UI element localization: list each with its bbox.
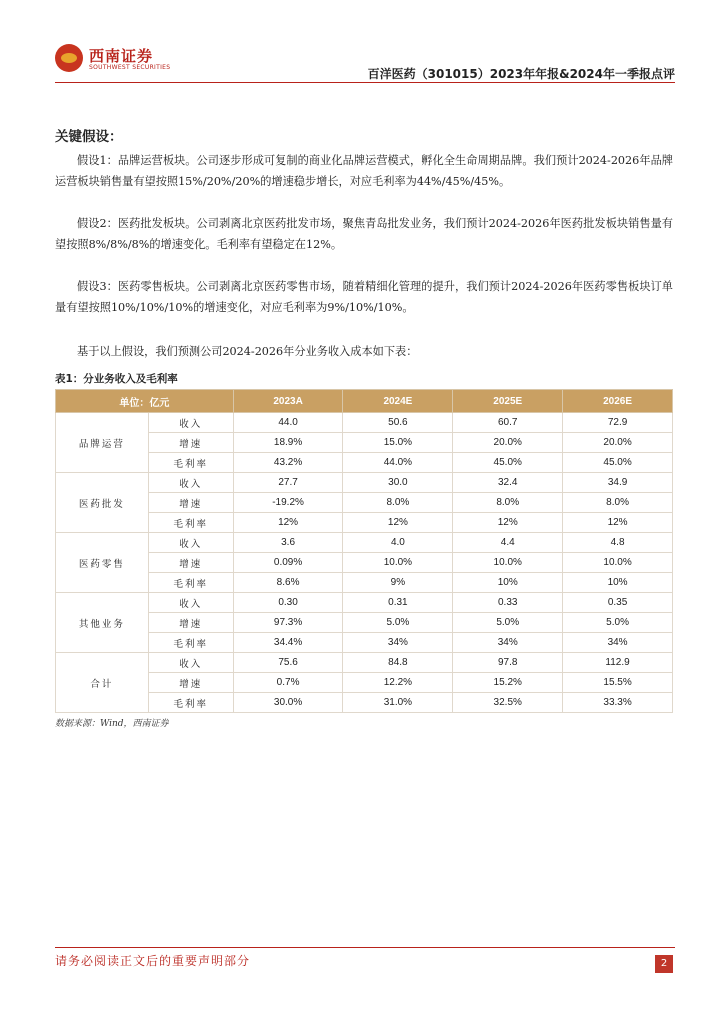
logo-emblem-icon [55,44,83,72]
value-cell: 0.09% [233,553,343,573]
page-number: 2 [655,955,673,973]
value-cell: 15.0% [343,433,453,453]
value-cell: 15.5% [563,673,673,693]
table-row [56,493,673,513]
value-cell: 12% [343,513,453,533]
table-row [56,673,673,693]
value-cell: 5.0% [563,613,673,633]
value-cell: 34.9 [563,473,673,493]
segment-label: 医药零售 [56,533,149,593]
value-cell: 45.0% [563,453,673,473]
segment-label: 品牌运营 [56,413,149,473]
value-cell: 20.0% [563,433,673,453]
metric-label: 毛利率 [148,453,233,473]
metric-label: 收入 [148,593,233,613]
value-cell: 44.0 [233,413,343,433]
value-cell: 20.0% [453,433,563,453]
table-row [56,653,673,673]
value-cell: 12% [233,513,343,533]
segment-label: 医药批发 [56,473,149,533]
table-row [56,633,673,653]
value-cell: 10% [453,573,563,593]
value-cell: 32.5% [453,693,563,713]
value-cell: -19.2% [233,493,343,513]
col-header: 2025E [453,390,563,413]
value-cell: 0.30 [233,593,343,613]
logo-cn-text: 西南证券 [89,47,154,65]
value-cell: 32.4 [453,473,563,493]
value-cell: 60.7 [453,413,563,433]
value-cell: 15.2% [453,673,563,693]
value-cell: 112.9 [563,653,673,673]
value-cell: 75.6 [233,653,343,673]
value-cell: 30.0 [343,473,453,493]
table-row [56,413,673,433]
col-header: 2026E [563,390,673,413]
value-cell: 34% [563,633,673,653]
value-cell: 10.0% [563,553,673,573]
paragraph-summary: 基于以上假设，我们预测公司2024-2026年分业务收入成本如下表： [77,345,418,358]
value-cell: 4.8 [563,533,673,553]
table-row [56,613,673,633]
metric-label: 毛利率 [148,633,233,653]
metric-label: 增速 [148,613,233,633]
table-row [56,573,673,593]
value-cell: 12% [453,513,563,533]
value-cell: 44.0% [343,453,453,473]
value-cell: 45.0% [453,453,563,473]
table-header-row [56,390,673,413]
metric-label: 毛利率 [148,693,233,713]
value-cell: 10% [563,573,673,593]
table-row [56,433,673,453]
value-cell: 9% [343,573,453,593]
value-cell: 8.0% [343,493,453,513]
table-row [56,533,673,553]
value-cell: 5.0% [453,613,563,633]
footer-divider [55,947,675,948]
metric-label: 增速 [148,433,233,453]
header-divider [55,82,675,83]
table-row [56,693,673,713]
table-row [56,553,673,573]
value-cell: 97.8 [453,653,563,673]
value-cell: 97.3% [233,613,343,633]
metric-label: 增速 [148,673,233,693]
value-cell: 33.3% [563,693,673,713]
segment-label: 其他业务 [56,593,149,653]
value-cell: 34.4% [233,633,343,653]
value-cell: 10.0% [453,553,563,573]
page-header [55,42,675,82]
value-cell: 12% [563,513,673,533]
report-title: 百洋医药（301015）2023年年报&2024年一季报点评 [367,67,675,81]
metric-label: 毛利率 [148,513,233,533]
value-cell: 0.35 [563,593,673,613]
company-logo [55,42,175,78]
value-cell: 27.7 [233,473,343,493]
value-cell: 4.0 [343,533,453,553]
table-row [56,453,673,473]
metric-label: 增速 [148,553,233,573]
value-cell: 3.6 [233,533,343,553]
value-cell: 31.0% [343,693,453,713]
unit-header: 单位：亿元 [56,390,234,413]
value-cell: 34% [343,633,453,653]
value-cell: 8.6% [233,573,343,593]
value-cell: 18.9% [233,433,343,453]
col-header: 2024E [343,390,453,413]
value-cell: 50.6 [343,413,453,433]
metric-label: 毛利率 [148,573,233,593]
value-cell: 34% [453,633,563,653]
metric-label: 增速 [148,493,233,513]
section-title: 关键假设： [55,129,123,145]
value-cell: 43.2% [233,453,343,473]
revenue-margin-table [55,389,673,713]
value-cell: 8.0% [453,493,563,513]
metric-label: 收入 [148,653,233,673]
value-cell: 8.0% [563,493,673,513]
paragraph-assumption-3: 假设3：医药零售板块。公司剥离北京医药零售市场，随着精细化管理的提升，我们预计2024-2026年医药零售板块订单量有望按照10%/10%/10%的增速变化，对应毛利率为9%/10%/10%。 [55,280,673,314]
col-header: 2023A [233,390,343,413]
paragraph-assumption-1: 假设1：品牌运营板块。公司逐步形成可复制的商业化品牌运营模式，孵化全生命周期品牌。我们预计2024-2026年品牌运营板块销售量有望按照15%/20%/20%的增速稳步增长，对应毛利率为44%/45%/45%。 [55,154,673,188]
value-cell: 10.0% [343,553,453,573]
segment-label: 合计 [56,653,149,713]
value-cell: 5.0% [343,613,453,633]
value-cell: 0.33 [453,593,563,613]
logo-en-text: SOUTHWEST SECURITIES [89,64,171,71]
table-row [56,513,673,533]
metric-label: 收入 [148,473,233,493]
value-cell: 30.0% [233,693,343,713]
value-cell: 0.31 [343,593,453,613]
table-body [56,413,673,713]
value-cell: 72.9 [563,413,673,433]
data-source: 数据来源：Wind，西南证券 [55,719,169,729]
metric-label: 收入 [148,413,233,433]
value-cell: 84.8 [343,653,453,673]
value-cell: 4.4 [453,533,563,553]
table-title: 表1：分业务收入及毛利率 [55,373,178,385]
table-row [56,593,673,613]
table-row [56,473,673,493]
metric-label: 收入 [148,533,233,553]
footer-disclaimer: 请务必阅读正文后的重要声明部分 [55,954,251,968]
value-cell: 12.2% [343,673,453,693]
paragraph-assumption-2: 假设2：医药批发板块。公司剥离北京医药批发市场，聚焦青岛批发业务，我们预计2024-2026年医药批发板块销售量有望按照8%/8%/8%的增速变化。毛利率有望稳定在12%。 [55,217,673,251]
value-cell: 0.7% [233,673,343,693]
